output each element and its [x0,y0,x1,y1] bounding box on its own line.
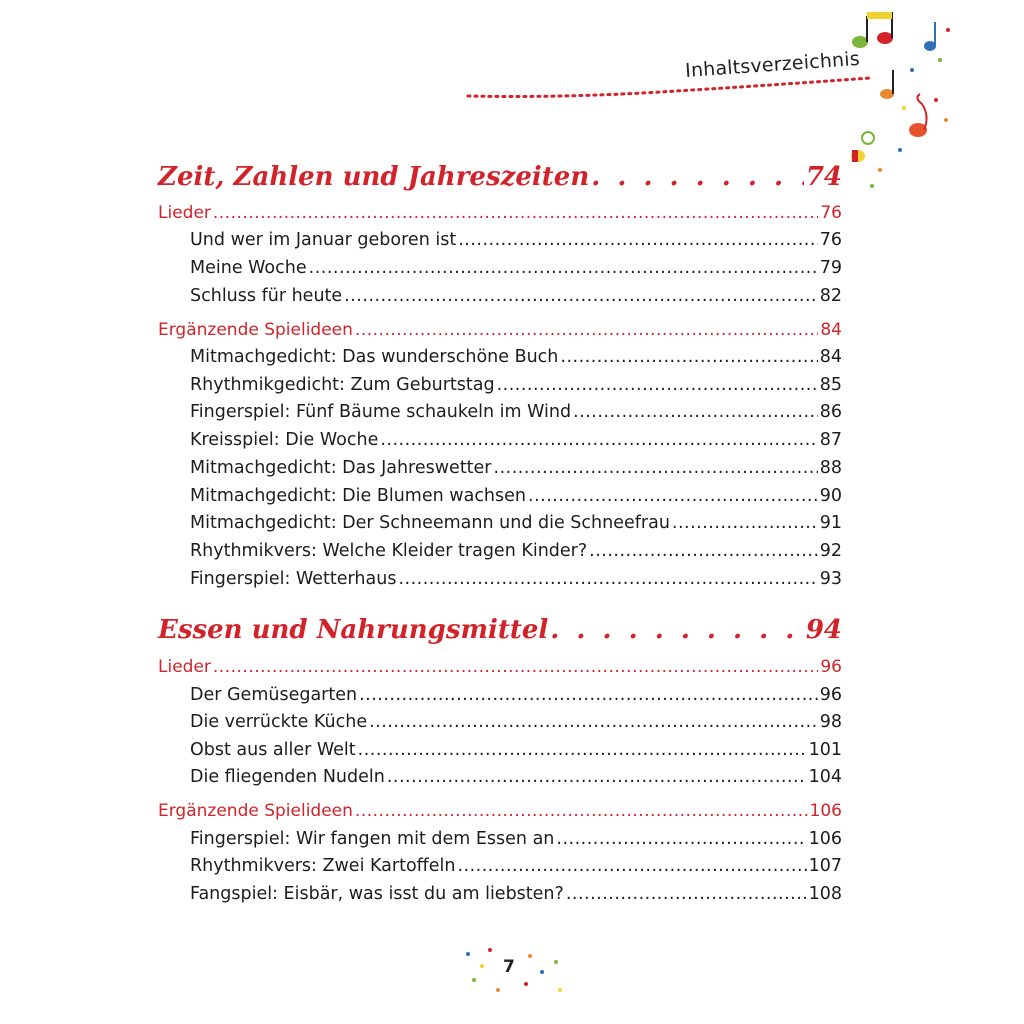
section-title: Ergänzende Spielideen [158,320,353,340]
dot-leader [457,856,806,876]
dot-leader [387,767,807,787]
entry-title: Schluss für heute [190,286,343,306]
music-notes-icon [851,12,936,162]
toc-entry[interactable] [190,258,842,284]
dot-leader [497,375,818,395]
toc-entry[interactable] [190,458,842,484]
section-title: Lieder [158,657,211,677]
entry-page: 88 [819,458,842,478]
entry-title: Rhythmikvers: Zwei Kartoffeln [190,856,456,876]
entry-title: Die fliegenden Nudeln [190,767,385,787]
dot-leader [458,230,818,250]
entry-page: 101 [808,740,842,760]
dot-leader [672,513,818,533]
toc-entry[interactable] [190,884,842,910]
entry-title: Fingerspiel: Wetterhaus [190,569,397,589]
chapter-heading[interactable] [158,162,842,202]
dot-leader [309,258,818,278]
toc-entry[interactable] [190,740,842,766]
entry-title: Mitmachgedicht: Der Schneemann und die Schneefrau [190,513,670,533]
entry-page: 108 [808,884,842,904]
toc-entry[interactable] [190,430,842,456]
page-header-title: Inhaltsverzeichnis [684,47,861,82]
dot-leader [550,615,804,645]
entry-title: Die verrückte Küche [190,712,368,732]
dot-leader [528,486,818,506]
header-wavy-dotted-line [468,78,870,97]
chapter-page: 94 [805,615,842,645]
entry-page: 106 [808,829,842,849]
section-title: Ergänzende Spielideen [158,801,353,821]
entry-title: Fingerspiel: Fünf Bäume schaukeln im Wind [190,402,572,422]
entry-page: 82 [819,286,842,306]
chapter-page: 74 [805,162,842,192]
dot-leader [380,430,817,450]
entry-title: Mitmachgedicht: Das wunderschöne Buch [190,347,559,367]
toc-entry[interactable] [190,230,842,256]
page-number: 7 [503,957,515,977]
dot-leader [398,569,817,589]
dot-leader [589,541,818,561]
chapter-title: Zeit, Zahlen und Jahreszeiten [158,162,590,192]
dot-leader [359,685,818,705]
entry-page: 76 [819,230,842,250]
entry-page: 107 [808,856,842,876]
entry-title: Rhythmikvers: Welche Kleider tragen Kinder? [190,541,588,561]
section-title: Lieder [158,203,211,223]
dot-leader [355,320,818,340]
entry-page: 93 [819,569,842,589]
chapter-title: Essen und Nahrungsmittel [158,615,549,645]
dot-leader [573,402,818,422]
dot-leader [566,884,807,904]
entry-title: Der Gemüsegarten [190,685,358,705]
toc-entry[interactable] [190,347,842,373]
dot-leader [591,162,804,192]
toc-entry[interactable] [190,486,842,512]
section-page: 76 [820,203,842,223]
toc-entry[interactable] [190,513,842,539]
toc-entry[interactable] [190,856,842,882]
entry-page: 79 [819,258,842,278]
entry-page: 92 [819,541,842,561]
section-heading[interactable] [158,203,842,229]
dot-leader [358,740,807,760]
entry-title: Fangspiel: Eisbär, was isst du am liebsten? [190,884,564,904]
toc-entry[interactable] [190,375,842,401]
entry-page: 85 [819,375,842,395]
section-page: 106 [809,801,842,821]
section-heading[interactable] [158,657,842,683]
section-page: 84 [820,320,842,340]
entry-page: 87 [819,430,842,450]
toc-entry[interactable] [190,767,842,793]
dot-leader [494,458,818,478]
toc-entry[interactable] [190,402,842,428]
entry-title: Mitmachgedicht: Die Blumen wachsen [190,486,527,506]
dot-leader [344,286,818,306]
toc-entry[interactable] [190,569,842,595]
entry-page: 90 [819,486,842,506]
entry-page: 104 [808,767,842,787]
chapter-heading[interactable] [158,615,842,655]
toc-entry[interactable] [190,541,842,567]
toc-entry[interactable] [190,286,842,312]
dot-leader [556,829,806,849]
dot-leader [213,203,818,223]
toc-entry[interactable] [190,712,842,738]
toc-entry[interactable] [190,685,842,711]
entry-page: 86 [819,402,842,422]
entry-title: Mitmachgedicht: Das Jahreswetter [190,458,492,478]
entry-title: Und wer im Januar geboren ist [190,230,457,250]
dot-leader [369,712,818,732]
section-heading[interactable] [158,320,842,346]
dot-leader [560,347,817,367]
entry-page: 84 [819,347,842,367]
entry-title: Meine Woche [190,258,307,278]
section-page: 96 [820,657,842,677]
entry-page: 96 [819,685,842,705]
entry-page: 91 [819,513,842,533]
entry-page: 98 [819,712,842,732]
entry-title: Fingerspiel: Wir fangen mit dem Essen an [190,829,555,849]
entry-title: Obst aus aller Welt [190,740,356,760]
entry-title: Kreisspiel: Die Woche [190,430,379,450]
dot-leader [213,657,818,677]
entry-title: Rhythmikgedicht: Zum Geburtstag [190,375,495,395]
section-heading[interactable] [158,801,842,827]
toc-entry[interactable] [190,829,842,855]
dot-leader [355,801,808,821]
